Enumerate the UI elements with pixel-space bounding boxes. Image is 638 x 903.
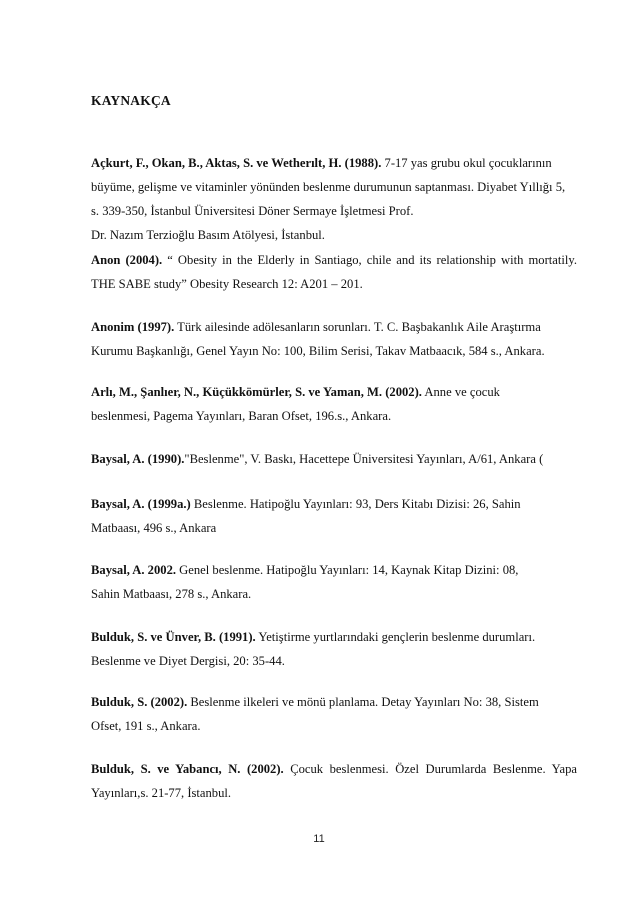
reference-first-line: [91, 447, 577, 471]
reference-text: s. 339-350, İstanbul Üniversitesi Döner Sermaye İşletmesi Prof.: [91, 204, 414, 218]
reference-author: Baysal, A. (1990).: [91, 452, 185, 466]
reference-author: Bulduk, S. ve Yabancı, N. (2002).: [91, 762, 284, 776]
reference-text: “ Obesity in the Elderly in Santiago, chile and its relationship with mortatily.: [162, 253, 577, 267]
reference-entry: [91, 248, 577, 296]
reference-entry: [91, 757, 577, 805]
reference-text: Genel beslenme. Hatipoğlu Yayınları: 14, Kaynak Kitap Dizini: 08,: [176, 563, 519, 577]
page-number: 11: [313, 833, 325, 845]
page-title: KAYNAKÇA: [91, 93, 171, 108]
reference-first-line: [91, 380, 577, 404]
reference-text: Türk ailesinde adölesanların sorunları. T. C. Başbakanlık Aile Araştırma: [174, 320, 541, 334]
reference-first-line: [91, 625, 577, 649]
reference-author: Baysal, A. 2002.: [91, 563, 177, 577]
reference-entry: [91, 447, 577, 471]
reference-first-line: [91, 151, 577, 175]
reference-entry: [91, 380, 577, 428]
reference-author: Bulduk, S. (2002).: [91, 695, 188, 709]
reference-text: Beslenme ve Diyet Dergisi, 20: 35-44.: [91, 654, 285, 668]
reference-text: Yayınları,s. 21-77, İstanbul.: [91, 786, 232, 800]
reference-entry: [91, 690, 577, 738]
reference-text: büyüme, gelişme ve vitaminler yönünden beslenme durumunun saptanması. Diyabet Yıllığı 5,: [91, 180, 566, 194]
reference-entry: [91, 315, 577, 363]
reference-author: Açkurt, F., Okan, B., Aktas, S. ve Wetherılt, H. (1988).: [91, 156, 382, 170]
reference-text: Kurumu Başkanlığı, Genel Yayın No: 100, Bilim Serisi, Takav Matbaacık, 584 s., Ankara.: [91, 344, 545, 358]
reference-text: 7-17 yas grubu okul çocuklarının: [381, 156, 552, 170]
reference-text: THE SABE study” Obesity Research 12: A201 – 201.: [91, 277, 363, 291]
reference-text: Beslenme ilkeleri ve mönü planlama. Detay Yayınları No: 38, Sistem: [187, 695, 539, 709]
reference-text: Yetiştirme yurtlarındaki gençlerin beslenme durumları.: [255, 630, 536, 644]
reference-entry: [91, 625, 577, 673]
reference-first-line: [91, 558, 577, 582]
reference-text: Beslenme. Hatipoğlu Yayınları: 93, Ders Kitabı Dizisi: 26, Sahin: [190, 497, 521, 511]
reference-first-line: [91, 315, 577, 339]
reference-text: "Beslenme", V. Baskı, Hacettepe Üniversitesi Yayınları, A/61, Ankara (: [184, 452, 544, 466]
reference-author: Anonim (1997).: [91, 320, 175, 334]
reference-author: Arlı, M., Şanlıer, N., Küçükkömürler, S. ve Yaman, M. (2002).: [91, 385, 422, 399]
reference-entry: [91, 492, 577, 540]
reference-first-line: [91, 492, 577, 516]
reference-first-line: [91, 248, 577, 272]
reference-first-line: [91, 690, 577, 714]
reference-text: Sahin Matbaası, 278 s., Ankara.: [91, 587, 252, 601]
reference-text: Çocuk beslenmesi. Özel Durumlarda Beslenme. Yapa: [283, 762, 577, 776]
reference-text: Ofset, 191 s., Ankara.: [91, 719, 201, 733]
reference-author: Baysal, A. (1999a.): [91, 497, 191, 511]
reference-text: Anne ve çocuk: [421, 385, 500, 399]
reference-entry: [91, 151, 577, 247]
reference-entry: [91, 558, 577, 606]
reference-author: Anon (2004).: [91, 253, 163, 267]
reference-author: Bulduk, S. ve Ünver, B. (1991).: [91, 630, 256, 644]
reference-text: Dr. Nazım Terzioğlu Basım Atölyesi, İstanbul.: [91, 228, 325, 242]
reference-first-line: [91, 757, 577, 781]
reference-text: beslenmesi, Pagema Yayınları, Baran Ofset, 196.s., Ankara.: [91, 409, 392, 423]
reference-text: Matbaası, 496 s., Ankara: [91, 521, 217, 535]
